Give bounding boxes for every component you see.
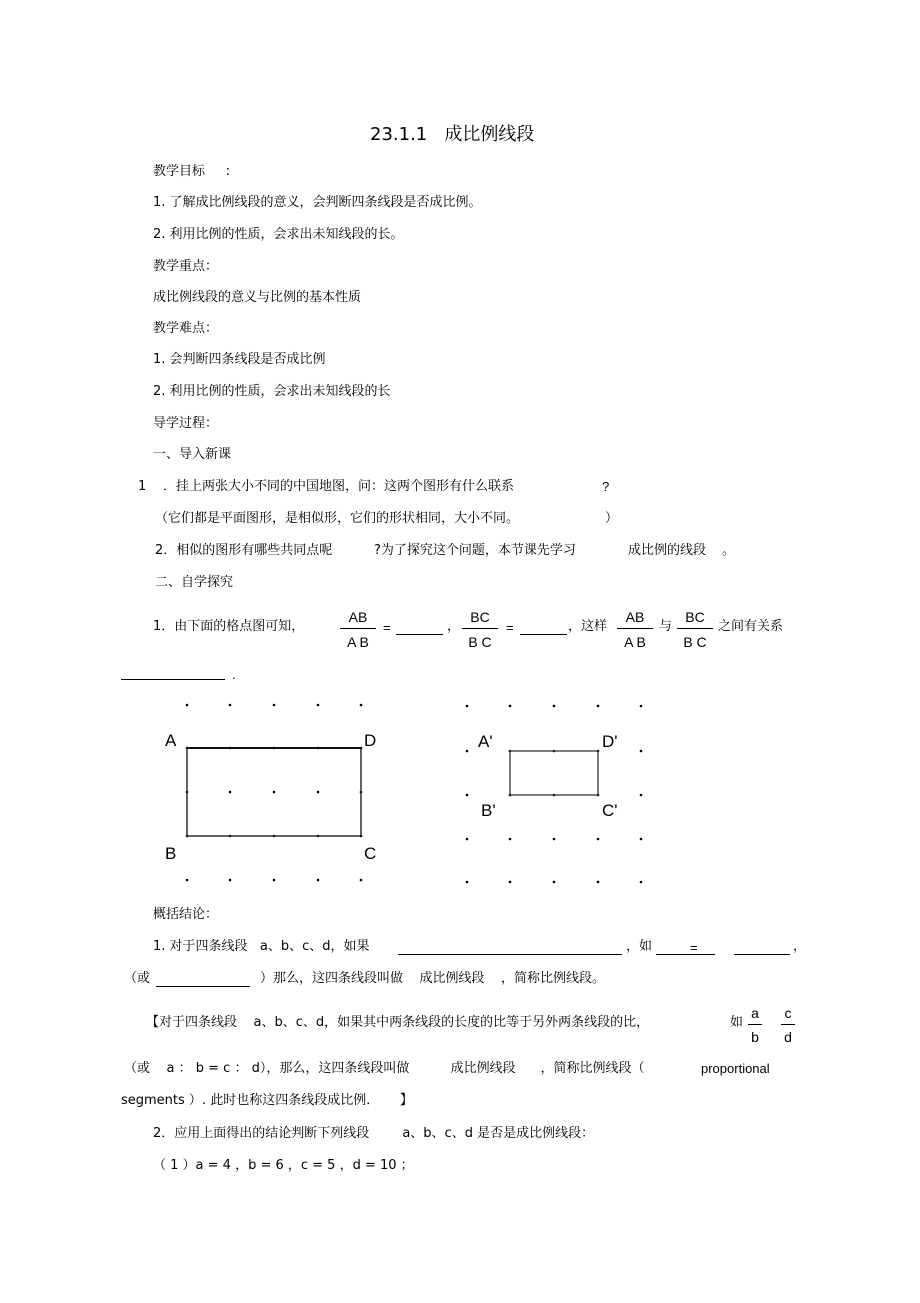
page-title: 23.1.1 成比例线段 bbox=[370, 124, 535, 145]
difficulty-item-2: 2. 利用比例的性质，会求出未知线段的长 bbox=[153, 384, 391, 399]
section2-heading: 二、自学探究 bbox=[155, 575, 234, 590]
label-d: D bbox=[364, 731, 377, 750]
q1-question-mark: ? bbox=[602, 479, 610, 494]
label-a-prime: A' bbox=[478, 732, 493, 751]
s2-q1-mid: ，这样 bbox=[568, 619, 608, 634]
equals-sign: = bbox=[383, 620, 391, 635]
q2-text-a: 2．相似的图形有哪些共同点呢 bbox=[155, 543, 333, 558]
q2-text-c: 成比例的线段 bbox=[628, 543, 707, 558]
conclusion-line2-b: ）那么，这四条线段叫做 成比例线段 ，简称比例线段。 bbox=[260, 971, 606, 986]
q2-text-d: 。 bbox=[722, 543, 736, 558]
rectangle-a1b1c1d1 bbox=[510, 751, 598, 795]
objective-item-1: 1. 了解成比例线段的意义，会判断四条线段是否成比例。 bbox=[153, 195, 482, 210]
process-heading: 导学过程： bbox=[153, 416, 219, 431]
fraction-denominator: A B bbox=[624, 634, 646, 650]
label-b-prime: B' bbox=[481, 801, 496, 820]
fraction-denominator: B C bbox=[468, 634, 492, 650]
period: . bbox=[232, 667, 236, 682]
fraction-numerator: AB bbox=[348, 609, 368, 625]
section1-heading: 一、导入新课 bbox=[153, 447, 232, 462]
conclusion-heading: 概括结论： bbox=[153, 907, 219, 922]
fraction-c-over-d bbox=[779, 1005, 797, 1045]
label-a: A bbox=[165, 731, 177, 750]
conclusion-line1-b: ，如 bbox=[626, 939, 653, 954]
fraction-denominator: d bbox=[784, 1029, 792, 1045]
definition-note-b: （或 a ： b = c ： d），那么，这四条线段叫做 成比例线段 ，简称比例线段（ bbox=[124, 1061, 645, 1076]
s2-q1-lead: 1．由下面的格点图可知， bbox=[153, 619, 305, 634]
left-grid-dots bbox=[186, 704, 363, 882]
fraction-denominator: B C bbox=[683, 634, 707, 650]
objectives-heading: 教学目标 : bbox=[153, 164, 231, 179]
conclusion-line2-a: （或 bbox=[124, 971, 151, 986]
s2-q1-tail: 之间有关系 bbox=[718, 619, 784, 634]
key-points-text: 成比例线段的意义与比例的基本性质 bbox=[153, 290, 362, 305]
label-c: C bbox=[364, 844, 377, 863]
difficulty-item-1: 1. 会判断四条线段是否成比例 bbox=[153, 352, 326, 367]
fraction-a-over-b bbox=[746, 1005, 764, 1045]
comma: ， bbox=[793, 939, 807, 954]
definition-note-c: segments ）. 此时也称这四条线段成比例． 】 bbox=[121, 1093, 413, 1108]
q1-number: 1 bbox=[138, 479, 147, 494]
s2-q1-with: 与 bbox=[659, 619, 673, 634]
fraction-numerator: a bbox=[751, 1005, 759, 1021]
definition-note-english: proportional bbox=[701, 1061, 770, 1076]
equals-sign: = bbox=[506, 620, 514, 635]
equals-sign: = bbox=[690, 940, 698, 955]
difficulties-heading: 教学难点： bbox=[153, 321, 219, 336]
fraction-denominator: A B bbox=[347, 634, 369, 650]
blank-example-right[interactable] bbox=[734, 954, 790, 955]
q1-answer: （它们都是平面图形，是相似形，它们的形状相同，大小不同。 bbox=[155, 511, 520, 526]
definition-note-a: 【对于四条线段 a、b、c、d，如果其中两条线段的长度的比等于另外两条线段的比， bbox=[146, 1015, 650, 1030]
fraction-numerator: c bbox=[784, 1005, 792, 1021]
q1-text: ．挂上两张大小不同的中国地图，问：这两个图形有什么联系 bbox=[163, 479, 515, 494]
label-c-prime: C' bbox=[602, 801, 618, 820]
fraction-numerator: AB bbox=[625, 609, 645, 625]
fraction-denominator: b bbox=[751, 1029, 759, 1045]
fraction-numerator: BC bbox=[470, 609, 490, 625]
objective-item-2: 2. 利用比例的性质，会求出未知线段的长。 bbox=[153, 227, 404, 242]
blank-example-left[interactable] bbox=[656, 954, 715, 955]
comma: ， bbox=[447, 619, 461, 634]
conclusion-line1-a: 1. 对于四条线段 a、b、c、d，如果 bbox=[153, 939, 370, 954]
definition-note-ru: 如 bbox=[730, 1015, 744, 1030]
exercise-heading: 2．应用上面得出的结论判断下列线段 a、b、c、d 是否是成比例线段： bbox=[153, 1126, 595, 1141]
fraction-numerator: BC bbox=[685, 609, 705, 625]
key-points-heading: 教学重点： bbox=[153, 259, 219, 274]
q2-text-b: ?为了探究这个问题，本节课先学习 bbox=[374, 543, 576, 558]
q1-answer-close: ） bbox=[605, 511, 619, 526]
exercise-item-1: （ 1 ）a = 4 ，b = 6 ，c = 5 ，d = 10 ； bbox=[153, 1158, 414, 1173]
label-b: B bbox=[165, 844, 177, 863]
blank-alternative-form[interactable] bbox=[156, 986, 250, 987]
label-d-prime: D' bbox=[602, 732, 618, 751]
blank-condition[interactable] bbox=[398, 954, 622, 955]
